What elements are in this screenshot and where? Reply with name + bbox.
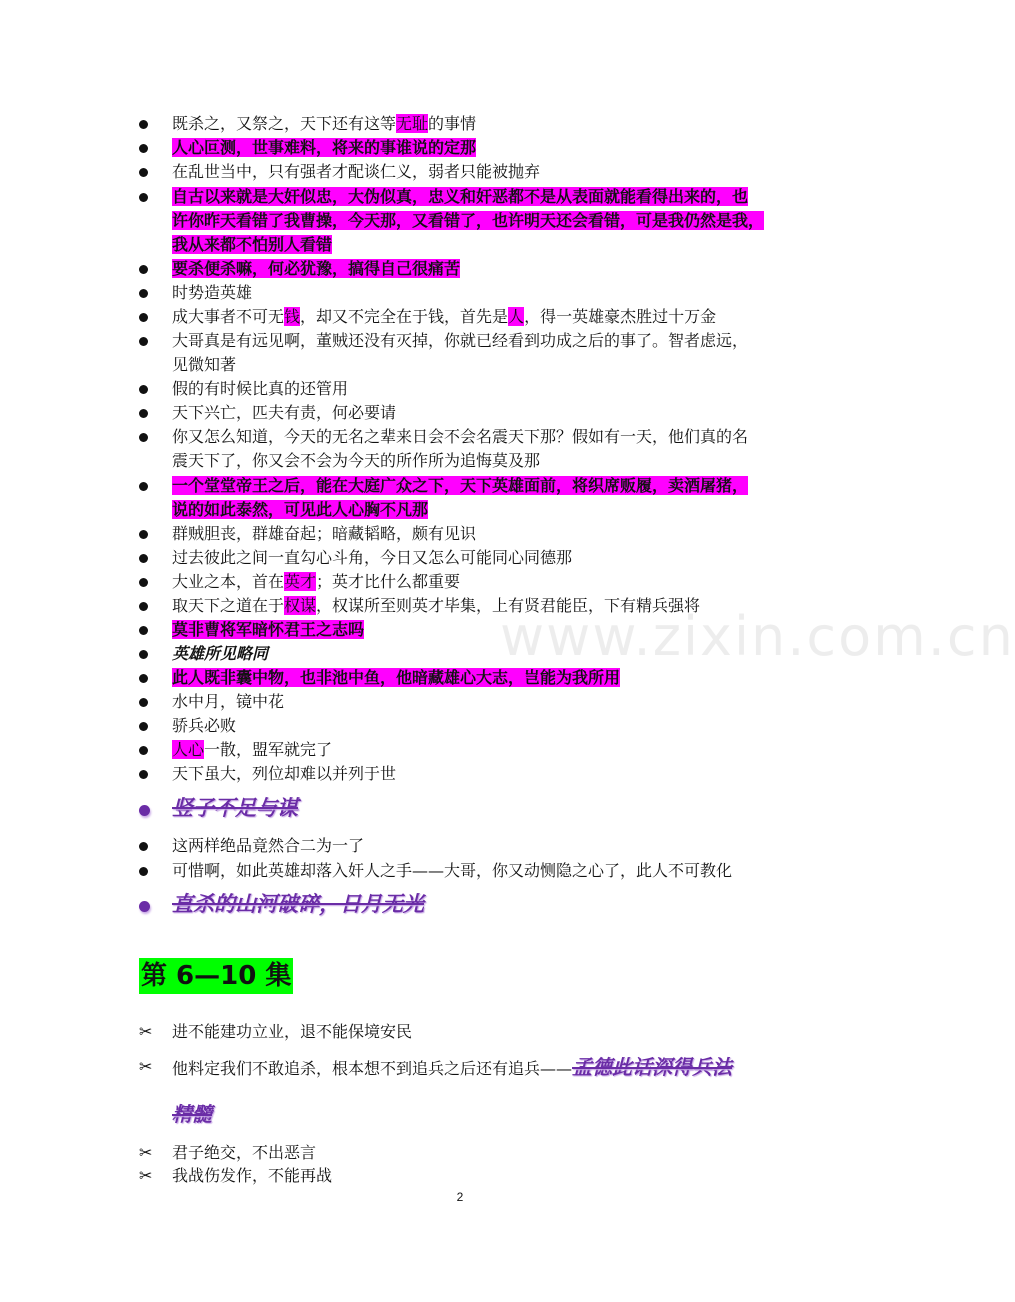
list-item	[139, 1141, 799, 1165]
bullet-icon	[139, 313, 148, 322]
list-item	[139, 185, 799, 257]
watermark: www.zixin.com.cn	[500, 605, 1015, 668]
bullet-icon	[139, 674, 148, 683]
bullet-icon	[139, 482, 148, 491]
bullet-icon	[139, 168, 148, 177]
bullet-icon	[139, 289, 148, 298]
list-item-text: 水中月，镜中花	[172, 692, 285, 711]
list-item-text: 大业之本，首在英才；英才比什么都重要	[172, 572, 461, 591]
list-item	[139, 281, 799, 305]
list-item-text: 你又怎么知道，今天的无名之辈来日会不会名震天下那？假如有一天，他们真的名	[172, 427, 749, 446]
bullet-icon	[139, 746, 148, 755]
list-item	[139, 329, 799, 377]
list-item	[139, 1020, 799, 1044]
list-item	[139, 762, 799, 786]
highlighted-text: 自古以来就是大奸似忠，大伪似真，忠义和奸恶都不是从表面就能看得出来的，也	[172, 187, 749, 206]
scissors-icon: ✂	[139, 1166, 153, 1185]
section-heading: 第 6—10 集	[139, 958, 293, 994]
scissors-icon: ✂	[139, 1022, 153, 1041]
highlighted-text: 要杀便杀嘛，何必犹豫，搞得自己很痛苦	[172, 259, 461, 278]
page-number: 2	[456, 1190, 464, 1204]
bullet-icon	[139, 193, 148, 202]
highlighted-text: 人心叵测，世事难料，将来的事谁说的定那	[172, 138, 477, 157]
emphasis-text: 竖子不足与谋	[172, 795, 298, 820]
bullet-icon	[139, 337, 148, 346]
bullet-icon	[139, 901, 150, 912]
list-item-text: 英雄所见略同	[172, 644, 269, 663]
highlighted-text: 一个堂堂帝王之后，能在大庭广众之下，天下英雄面前，将织席贩履，卖酒屠猪，	[172, 476, 749, 495]
bullet-icon	[139, 805, 150, 816]
bullet-icon	[139, 626, 148, 635]
list-item-text: 进不能建功立业，退不能保境安民	[172, 1022, 413, 1041]
list-item	[139, 889, 799, 919]
list-item-text: 在乱世当中，只有强者才配谈仁义，弱者只能被抛弃	[172, 162, 541, 181]
list-item-text: 成大事者不可无钱，却又不完全在于钱，首先是人，得一英雄豪杰胜过十万金	[172, 307, 717, 326]
list-item-text: 假的有时候比真的还管用	[172, 379, 349, 398]
list-item	[139, 546, 799, 570]
list-item	[139, 377, 799, 401]
bullet-icon	[139, 722, 148, 731]
bullet-icon	[139, 433, 148, 442]
scissors-icon: ✂	[139, 1057, 153, 1076]
emphasis-text: 直杀的山河破碎，日月无光	[172, 891, 424, 916]
list-item-text: 见微知著	[172, 355, 237, 374]
list-item-text: 既杀之，又祭之，天下还有这等无耻的事情	[172, 114, 477, 133]
list-item	[139, 474, 799, 522]
emphasis-text: 精髓	[172, 1102, 212, 1126]
list-item-text: 他料定我们不敢追杀，根本想不到追兵之后还有追兵——	[172, 1059, 573, 1078]
list-item-text: 人心一散，盟军就完了	[172, 740, 333, 759]
bullet-icon	[139, 265, 148, 274]
bullet-icon	[139, 842, 148, 851]
bullet-icon	[139, 770, 148, 779]
bullet-icon	[139, 867, 148, 876]
bullet-icon	[139, 698, 148, 707]
list-item	[139, 257, 799, 281]
list-item	[139, 859, 799, 883]
bullet-icon	[139, 409, 148, 418]
bullet-icon	[139, 385, 148, 394]
list-item	[139, 160, 799, 184]
list-item-text: 取天下之道在于权谋，权谋所至则英才毕集，上有贤君能臣，下有精兵强将	[172, 596, 701, 615]
list-item-text: 天下虽大，列位却难以并列于世	[172, 764, 397, 783]
list-item-text: 我战伤发作，不能再战	[172, 1166, 333, 1185]
list-item	[139, 305, 799, 329]
bullet-icon	[139, 120, 148, 129]
list-item	[139, 690, 799, 714]
list-item	[139, 714, 799, 738]
bullet-icon	[139, 530, 148, 539]
highlighted-text: 说的如此泰然，可见此人心胸不凡那	[172, 500, 429, 519]
list-item	[139, 112, 799, 136]
list-item	[139, 666, 799, 690]
list-item	[139, 1164, 799, 1188]
list-item	[139, 522, 799, 546]
list-item-text: 过去彼此之间一直勾心斗角，今日又怎么可能同心同德那	[172, 548, 573, 567]
highlighted-text: 莫非曹将军暗怀君王之志吗	[172, 620, 365, 639]
scissors-icon: ✂	[139, 1143, 153, 1162]
list-item-text: 震天下了，你又会不会为今天的所作所为追悔莫及那	[172, 451, 541, 470]
list-item-text: 时势造英雄	[172, 283, 253, 302]
list-item	[139, 570, 799, 594]
emphasis-text: 孟德此话深得兵法	[572, 1055, 733, 1079]
list-item-text: 天下兴亡，匹夫有责，何必要请	[172, 403, 397, 422]
highlighted-text: 此人既非囊中物，也非池中鱼，他暗藏雄心大志，岂能为我所用	[172, 668, 621, 687]
list-item-text: 骄兵必败	[172, 716, 237, 735]
list-item-text: 群贼胆丧，群雄奋起；暗藏韬略，颇有见识	[172, 524, 477, 543]
list-item-text: 可惜啊，如此英雄却落入奸人之手——大哥，你又动恻隐之心了，此人不可教化	[172, 861, 733, 880]
bullet-icon	[139, 144, 148, 153]
list-item	[139, 793, 799, 823]
bullet-icon	[139, 650, 148, 659]
list-item	[139, 136, 799, 160]
list-item-text: 这两样绝品竟然合二为一了	[172, 836, 365, 855]
list-item-text: 君子绝交，不出恶言	[172, 1143, 317, 1162]
bullet-icon	[139, 554, 148, 563]
list-item	[139, 1055, 799, 1079]
highlighted-text: 许你昨天看错了我曹操，今天那，又看错了，也许明天还会看错，可是我仍然是我，	[172, 211, 765, 230]
list-item	[139, 738, 799, 762]
highlighted-text: 我从来都不怕别人看错	[172, 235, 333, 254]
list-item-continuation	[139, 1099, 799, 1129]
list-item-text: 大哥真是有远见啊，董贼还没有灭掉，你就已经看到功成之后的事了。智者虑远，	[172, 331, 749, 350]
list-item	[139, 425, 799, 473]
list-item	[139, 834, 799, 858]
bullet-icon	[139, 578, 148, 587]
list-item	[139, 401, 799, 425]
bullet-icon	[139, 602, 148, 611]
